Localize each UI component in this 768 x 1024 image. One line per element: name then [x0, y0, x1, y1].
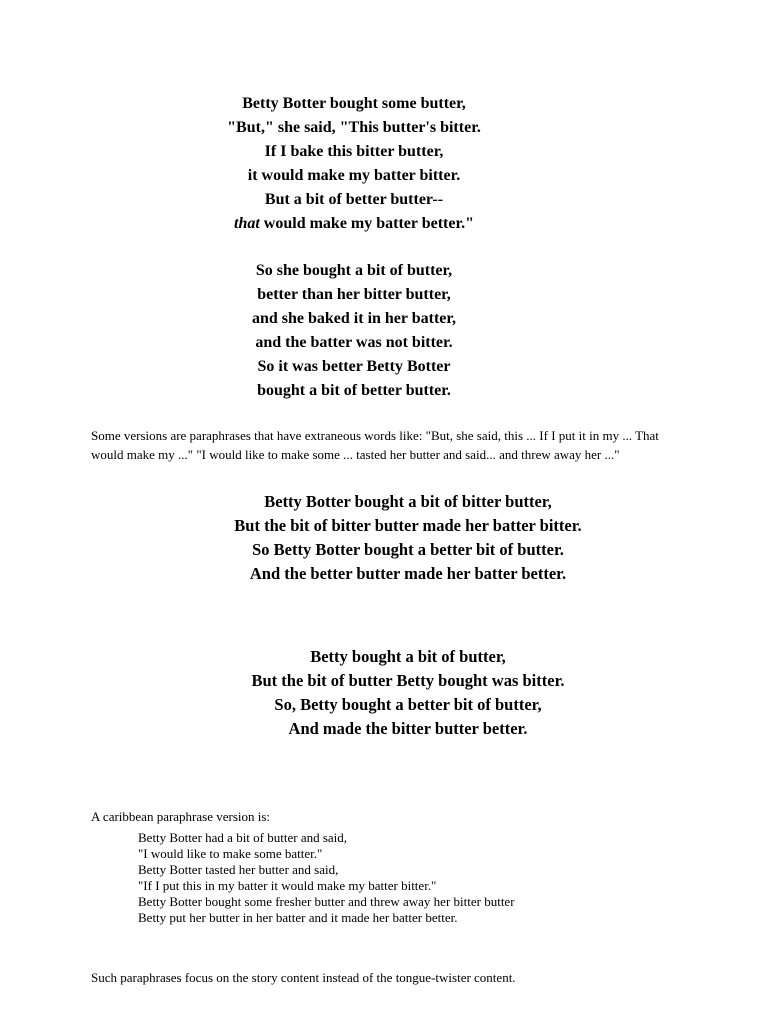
- version-line: Betty Botter tasted her butter and said,: [138, 862, 339, 877]
- version-line: "If I put this in my batter it would make my batter bitter.": [138, 878, 437, 893]
- poem-line: Betty Botter bought some butter,: [242, 95, 466, 112]
- poem-italic-word: that: [234, 215, 260, 232]
- poem-line: better than her bitter butter,: [257, 286, 451, 303]
- caribbean-intro: A caribbean paraphrase version is:: [91, 809, 271, 824]
- poem-line: bought a bit of better butter.: [257, 382, 451, 399]
- version-line: Betty Botter bought some fresher butter and threw away her bitter butter: [138, 894, 515, 909]
- version-line: Betty put her butter in her batter and it made her batter better.: [138, 910, 458, 925]
- poem-line: And the better butter made her batter better.: [249, 564, 567, 583]
- poem-original: [0, 92, 738, 236]
- poem-line: So Betty Botter bought a better bit of butter.: [252, 540, 564, 559]
- poem-line: But the bit of bitter butter made her batter bitter.: [234, 516, 582, 535]
- poem-line: and the batter was not bitter.: [255, 334, 453, 351]
- poem-continuation: [0, 259, 738, 403]
- poem-line: So, Betty bought a better bit of butter,: [274, 695, 542, 714]
- poem-line: Betty bought a bit of butter,: [310, 647, 506, 666]
- poem-line: And made the bitter butter better.: [288, 719, 528, 738]
- poem-line: So she bought a bit of butter,: [255, 262, 453, 279]
- poem-variant-one: [24, 490, 768, 586]
- poem-variant-two: [24, 645, 768, 741]
- poem-line: Betty Botter bought a bit of bitter butter,: [264, 492, 552, 511]
- paraphrase-note: Some versions are paraphrases that have extraneous words like: "But, she said, this ... If I put it in my ... That would make my ..." "I would like to make some ... tasted her butter and said... and threw away her ...": [91, 428, 659, 462]
- closing-note: Such paraphrases focus on the story content instead of the tongue-twister content.: [91, 970, 516, 985]
- poem-line: "But," she said, "This butter's bitter.: [227, 119, 481, 136]
- version-line: Betty Botter had a bit of butter and said,: [138, 830, 348, 845]
- version-line: "I would like to make some batter.": [138, 846, 323, 861]
- poem-line: If I bake this bitter butter,: [264, 143, 444, 160]
- poem-line: it would make my batter bitter.: [247, 167, 461, 184]
- poem-line: and she baked it in her batter,: [251, 310, 457, 327]
- caribbean-version: [138, 830, 515, 926]
- poem-line: But a bit of better butter--: [264, 191, 444, 208]
- poem-line-rest: would make my batter better.": [259, 215, 474, 232]
- poem-line-last: [0, 212, 738, 236]
- poem-line: So it was better Betty Botter: [257, 358, 451, 375]
- poem-line: But the bit of butter Betty bought was bitter.: [251, 671, 565, 690]
